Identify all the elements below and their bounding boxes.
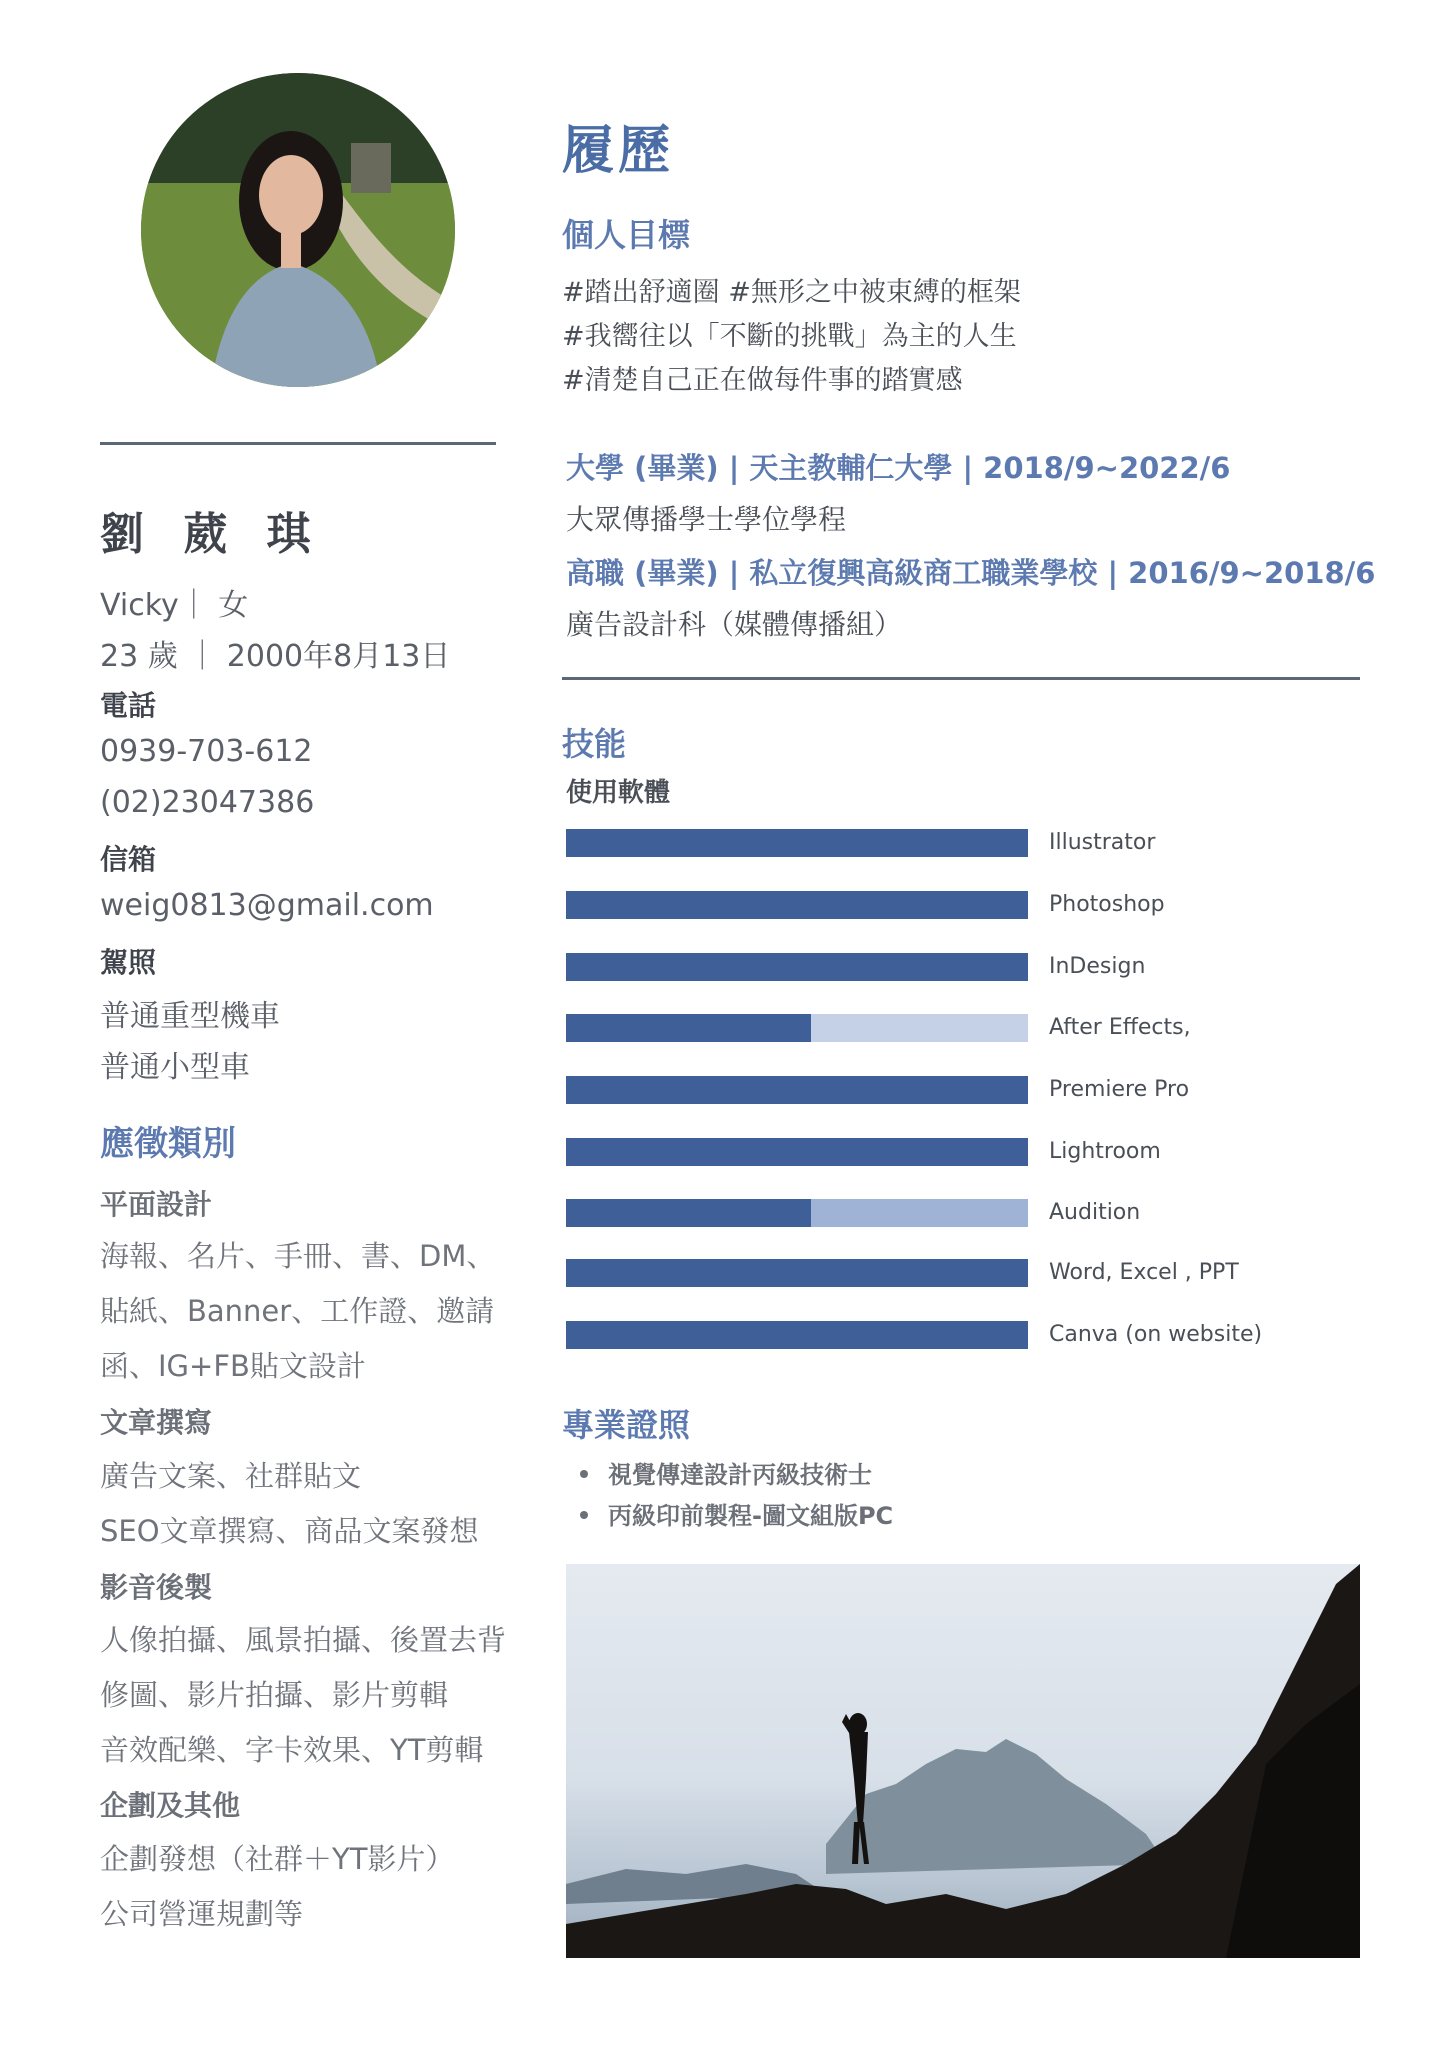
goal-section-title: 個人目標 xyxy=(562,216,691,254)
skill-name: Word, Excel , PPT xyxy=(1049,1260,1239,1285)
cert-name: 丙級印前製程-圖文組版PC xyxy=(608,1502,894,1530)
skill-name: Illustrator xyxy=(1049,830,1156,855)
apply-group-line: 人像拍攝、風景拍攝、後置去背 xyxy=(100,1623,507,1657)
phone-home: (02)23047386 xyxy=(100,785,315,820)
apply-group-title: 文章撰寫 xyxy=(100,1406,213,1439)
skill-bar-track xyxy=(566,1076,1028,1104)
skill-name: Canva (on website) xyxy=(1049,1322,1263,1347)
nickname-gender: Vicky｜ 女 xyxy=(100,588,249,623)
skill-bar-track xyxy=(566,1321,1028,1349)
skill-bar-fill xyxy=(566,1138,1028,1166)
landscape-photo xyxy=(566,1564,1360,1958)
education-heading: 大學 (畢業) | 天主教輔仁大學 | 2018/9~2022/6 xyxy=(566,451,1231,485)
skill-name: After Effects, xyxy=(1049,1015,1191,1040)
goal-line: #踏出舒適圈 #無形之中被束縛的框架 xyxy=(562,277,1021,308)
skill-bar-fill xyxy=(566,1014,811,1042)
skill-bar-fill xyxy=(566,1199,811,1227)
license-item: 普通小型車 xyxy=(100,1050,250,1085)
license-label: 駕照 xyxy=(100,946,157,979)
skill-bar-fill xyxy=(566,891,1028,919)
apply-group-line: 海報、名片、手冊、書、DM、 xyxy=(100,1239,496,1273)
apply-section-title: 應徵類別 xyxy=(100,1124,236,1164)
phone-label: 電話 xyxy=(100,689,157,722)
skill-bar-fill xyxy=(566,1259,1028,1287)
candidate-name: 劉 葳 琪 xyxy=(100,509,323,560)
skill-bar-fill xyxy=(566,1076,1028,1104)
cert-section-title: 專業證照 xyxy=(562,1406,691,1444)
bullet-icon xyxy=(580,1470,588,1478)
profile-photo xyxy=(141,73,455,387)
bullet-icon xyxy=(580,1511,588,1519)
skill-bar-fill xyxy=(566,829,1028,857)
left-divider xyxy=(100,442,496,445)
email-label: 信箱 xyxy=(100,843,157,876)
education-detail: 大眾傳播學士學位學程 xyxy=(566,503,847,536)
software-subtitle: 使用軟體 xyxy=(566,778,671,808)
cert-list xyxy=(566,1455,893,1537)
skill-bar-track xyxy=(566,891,1028,919)
apply-group-line: 企劃發想（社群＋YT影片） xyxy=(100,1842,455,1876)
education-heading: 高職 (畢業) | 私立復興高級商工職業學校 | 2016/9~2018/6 xyxy=(566,556,1376,590)
skill-bar-track xyxy=(566,829,1028,857)
cert-item xyxy=(566,1496,893,1537)
cert-item xyxy=(566,1455,893,1496)
goal-line: #清楚自己正在做每件事的踏實感 xyxy=(562,365,963,396)
skill-row xyxy=(566,953,1326,981)
skill-row xyxy=(566,829,1326,857)
phone-mobile: 0939-703-612 xyxy=(100,734,313,769)
skill-name: Lightroom xyxy=(1049,1139,1161,1164)
skill-bar-track xyxy=(566,1199,1028,1227)
page-title: 履歷 xyxy=(562,121,675,181)
apply-group-line: 廣告文案、社群貼文 xyxy=(100,1459,362,1493)
apply-group-title: 企劃及其他 xyxy=(100,1789,241,1822)
skill-row xyxy=(566,1321,1326,1349)
skill-row xyxy=(566,1138,1326,1166)
skill-name: Audition xyxy=(1049,1200,1141,1225)
apply-group-line: 音效配樂、字卡效果、YT剪輯 xyxy=(100,1733,484,1767)
skill-bar-track xyxy=(566,953,1028,981)
skill-row xyxy=(566,1199,1326,1227)
apply-group-line: 貼紙、Banner、工作證、邀請 xyxy=(100,1294,495,1328)
apply-group-title: 平面設計 xyxy=(100,1188,213,1221)
apply-group-line: 函、IG+FB貼文設計 xyxy=(100,1349,366,1383)
apply-group-line: 公司營運規劃等 xyxy=(100,1897,304,1931)
skill-bar-track xyxy=(566,1014,1028,1042)
skill-bar-fill xyxy=(566,1321,1028,1349)
cert-name: 視覺傳達設計丙級技術士 xyxy=(608,1461,872,1489)
apply-group-line: SEO文章撰寫、商品文案發想 xyxy=(100,1514,479,1548)
skill-row xyxy=(566,1259,1326,1287)
skill-bar-track xyxy=(566,1138,1028,1166)
education-detail: 廣告設計科（媒體傳播組） xyxy=(566,608,903,641)
apply-group-line: 修圖、影片拍攝、影片剪輯 xyxy=(100,1678,449,1712)
skill-bar-track xyxy=(566,1259,1028,1287)
skill-row xyxy=(566,1076,1326,1104)
skill-bar-fill xyxy=(566,953,1028,981)
skill-row xyxy=(566,891,1326,919)
email-value: weig0813@gmail.com xyxy=(100,888,434,923)
right-divider xyxy=(562,677,1360,680)
skill-name: Photoshop xyxy=(1049,892,1165,917)
age-birthday: 23 歲 ｜ 2000年8月13日 xyxy=(100,639,451,674)
skill-row xyxy=(566,1014,1326,1042)
skill-name: InDesign xyxy=(1049,954,1146,979)
license-item: 普通重型機車 xyxy=(100,999,280,1034)
skill-name: Premiere Pro xyxy=(1049,1077,1190,1102)
apply-group-title: 影音後製 xyxy=(100,1571,213,1604)
goal-line: #我嚮往以「不斷的挑戰」為主的人生 xyxy=(562,321,1017,352)
skills-section-title: 技能 xyxy=(562,725,627,763)
